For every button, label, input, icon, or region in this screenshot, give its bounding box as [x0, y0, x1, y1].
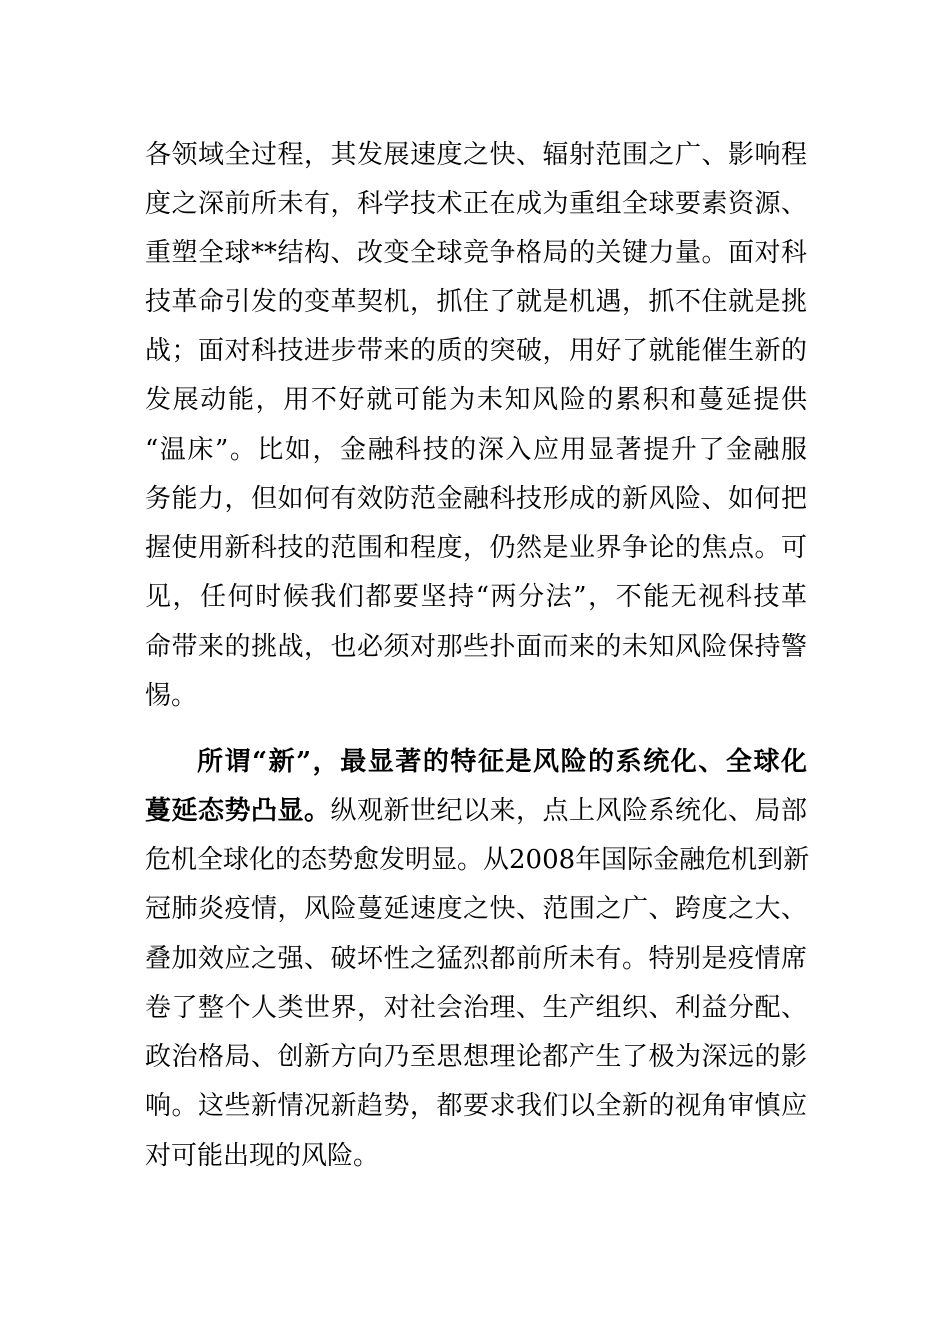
line-rest: 纵观新世纪以来，点上风险系统化、局部: [330, 796, 807, 826]
bold-lead-line: 所谓“新”，最显著的特征是风险的系统化、全球化: [197, 747, 807, 777]
text-line: 见，任何时候我们都要坚持“两分法”，不能无视科技革: [145, 582, 807, 612]
bold-lead-continuation: 蔓延态势凸显。: [145, 796, 331, 826]
text-line: 惕。: [145, 681, 198, 711]
text-line: [145, 794, 807, 828]
text-line: 对可能出现的风险。: [145, 1141, 380, 1171]
text-line: 握使用新科技的范围和程度，仍然是业界争论的焦点。可: [145, 533, 807, 563]
text-line: 度之深前所未有，科学技术正在成为重组全球要素资源、: [145, 189, 807, 219]
text-line: 冠肺炎疫情，风险蔓延速度之快、范围之广、跨度之大、: [145, 894, 807, 924]
text-line: 务能力，但如何有效防范金融科技形成的新风险、如何把: [145, 484, 807, 514]
text-line: 发展动能，用不好就可能为未知风险的累积和蔓延提供: [145, 385, 807, 415]
text-line: 重塑全球**结构、改变全球竞争格局的关键力量。面对科: [145, 238, 807, 268]
text-line: 响。这些新情况新趋势，都要求我们以全新的视角审慎应: [145, 1091, 807, 1121]
text-line: 技革命引发的变革契机，抓住了就是机遇，抓不住就是挑: [145, 287, 807, 317]
text-line: 叠加效应之强、破坏性之猛烈都前所未有。特别是疫情席: [145, 944, 807, 974]
text-line: 战；面对科技进步带来的质的突破，用好了就能催生新的: [145, 336, 807, 366]
text-line: 危机全球化的态势愈发明显。从2008年国际金融危机到新: [145, 845, 810, 875]
text-line: 卷了整个人类世界，对社会治理、生产组织、利益分配、: [145, 993, 807, 1023]
text-line: 政治格局、创新方向乃至思想理论都产生了极为深远的影: [145, 1042, 807, 1072]
text-line: “温床”。比如，金融科技的深入应用显著提升了金融服: [145, 435, 807, 465]
text-line: 各领域全过程，其发展速度之快、辐射范围之广、影响程: [145, 140, 807, 170]
text-line: 命带来的挑战，也必须对那些扑面而来的未知风险保持警: [145, 632, 807, 662]
